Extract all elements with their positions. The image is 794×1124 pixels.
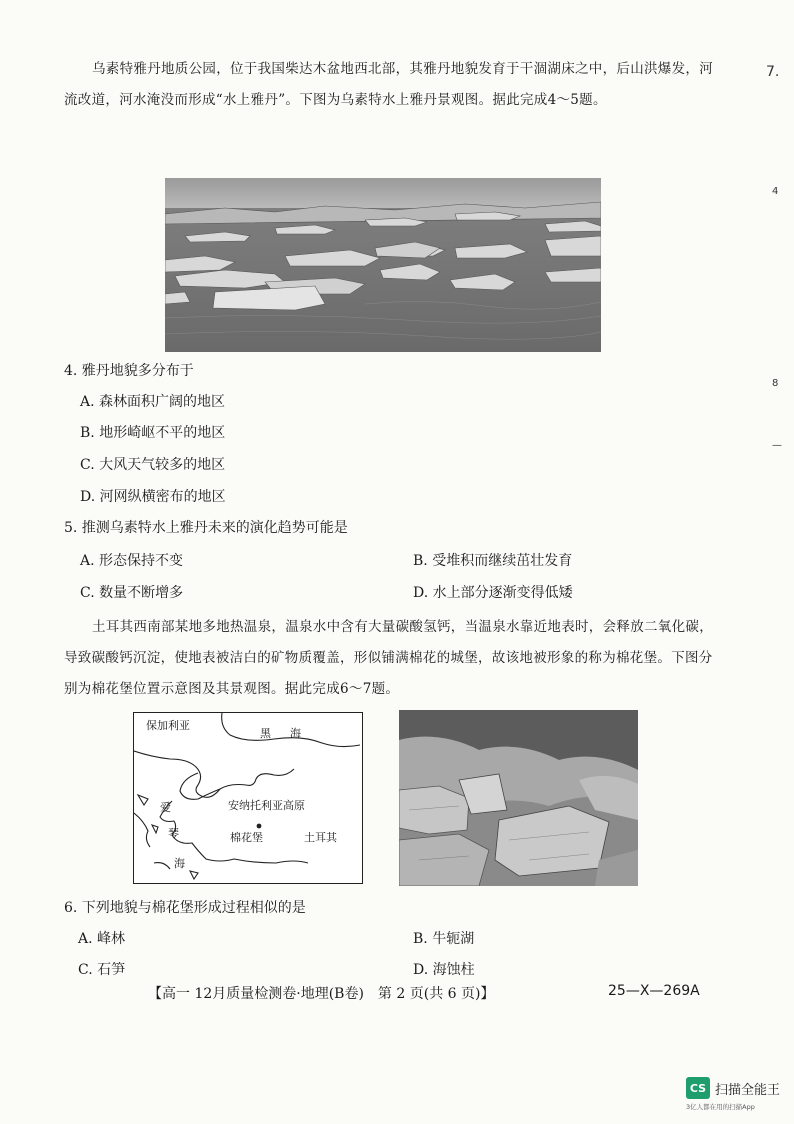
label-aegean-1: 爱	[160, 801, 171, 814]
question-6-option-d[interactable]: D. 海蚀柱	[413, 962, 475, 978]
scanner-badge	[686, 1077, 780, 1099]
pamukkale-location-map	[133, 712, 363, 884]
edge-mark-1: 7.	[766, 64, 780, 80]
question-4-option-a[interactable]: A. 森林面积广阔的地区	[80, 394, 226, 410]
question-6-option-c[interactable]: C. 石笋	[78, 962, 126, 978]
label-aegean-2: 琴	[168, 827, 179, 840]
label-bulgaria: 保加利亚	[146, 719, 190, 732]
pamukkale-photo	[399, 710, 638, 886]
question-4-option-d[interactable]: D. 河网纵横密布的地区	[80, 489, 226, 505]
passage-intro-pamukkale: 土耳其西南部某地多地热温泉，温泉水中含有大量碳酸氢钙，当温泉水靠近地表时，会释放二氧化碳，导致碳酸钙沉淀，使地表被洁白的矿物质覆盖，形似铺满棉花的城堡，故该地被形象的称为棉花堡。下图分别为棉花堡位置示意图及其景观图。据此完成6～7题。	[64, 619, 713, 697]
question-5-option-d[interactable]: D. 水上部分逐渐变得低矮	[413, 585, 573, 601]
label-black-sea-2: 海	[290, 727, 301, 740]
yardang-photo	[165, 178, 601, 352]
question-6-option-b[interactable]: B. 牛轭湖	[413, 931, 475, 947]
page-footer: 【高一 12月质量检测卷·地理(B卷) 第 2 页(共 6 页)】	[148, 986, 495, 1002]
question-4-option-c[interactable]: C. 大风天气较多的地区	[80, 457, 226, 473]
passage-intro-yardang: 乌素特雅丹地质公园，位于我国柴达木盆地西北部，其雅丹地貌发育于干涸湖床之中，后山洪爆发，河流改道，河水淹没而形成“水上雅丹”。下图为乌素特水上雅丹景观图。据此完成4～5题。	[64, 61, 713, 108]
question-5-option-a[interactable]: A. 形态保持不变	[80, 553, 184, 569]
question-4-stem: 4. 雅丹地貌多分布于	[64, 363, 194, 379]
label-turkey: 土耳其	[304, 831, 337, 844]
question-5-option-c[interactable]: C. 数量不断增多	[80, 585, 184, 601]
exam-code: 25—X—269A	[608, 983, 700, 999]
scanner-tagline: 3亿人都在用的扫描App	[686, 1103, 755, 1111]
scanner-app-name: 扫描全能王	[715, 1082, 781, 1098]
question-5-stem: 5. 推测乌素特水上雅丹未来的演化趋势可能是	[64, 520, 348, 536]
edge-mark-2: 4	[772, 186, 779, 197]
label-pamukkale: 棉花堡	[230, 831, 263, 844]
label-anatolian-plateau: 安纳托利亚高原	[228, 799, 305, 812]
question-5-option-b[interactable]: B. 受堆积而继续茁壮发育	[413, 553, 573, 569]
edge-mark-4: —	[772, 440, 782, 451]
label-aegean-3: 海	[174, 857, 185, 870]
label-black-sea-1: 黑	[260, 727, 271, 740]
question-6-stem: 6. 下列地貌与棉花堡形成过程相似的是	[64, 900, 306, 916]
pamukkale-marker	[257, 824, 262, 829]
question-6-option-a[interactable]: A. 峰林	[78, 931, 126, 947]
question-4-option-b[interactable]: B. 地形崎岖不平的地区	[80, 425, 226, 441]
northwest-coast	[134, 751, 220, 797]
camscanner-logo-icon: CS	[686, 1077, 710, 1099]
edge-mark-3: 8	[772, 378, 779, 389]
